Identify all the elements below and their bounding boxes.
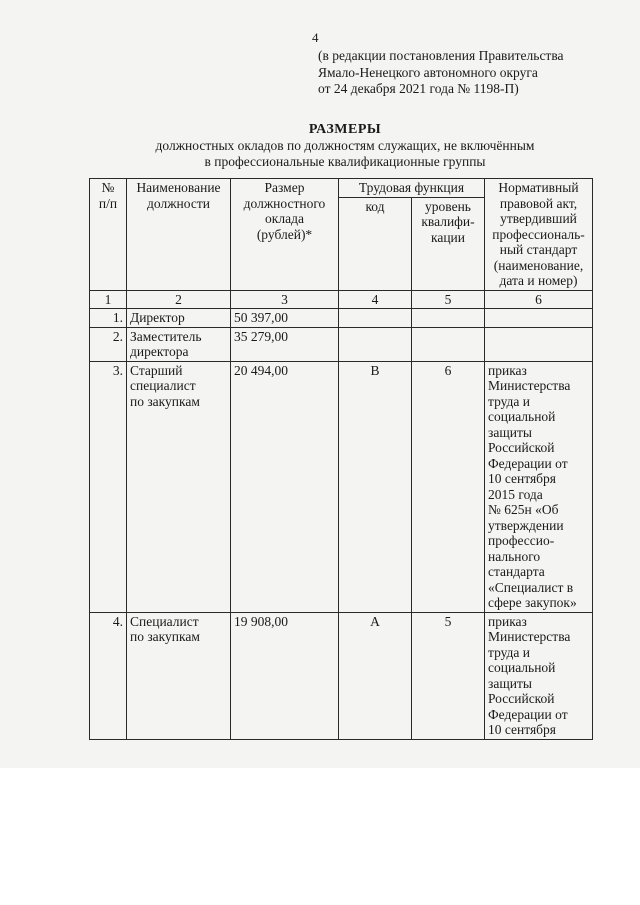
row-num: 2. <box>90 327 127 361</box>
row-level: 5 <box>412 612 485 739</box>
column-number: 4 <box>339 290 412 309</box>
subtitle-line-2: в профессиональные квалификационные группы <box>204 154 486 169</box>
document-title: РАЗМЕРЫ <box>308 122 382 137</box>
row-act <box>485 309 593 328</box>
table-row <box>90 612 593 739</box>
column-number: 3 <box>231 290 339 309</box>
table-row <box>90 327 593 361</box>
header-salary: Размер должностного оклада (рублей)* <box>231 179 339 291</box>
row-salary: 20 494,00 <box>231 361 339 612</box>
row-act <box>485 327 593 361</box>
row-num: 1. <box>90 309 127 328</box>
column-number: 5 <box>412 290 485 309</box>
header-labor-function: Трудовая функция <box>339 179 485 198</box>
document-subtitle <box>0 138 640 170</box>
row-salary: 35 279,00 <box>231 327 339 361</box>
row-num: 4. <box>90 612 127 739</box>
column-numbers-row <box>90 290 593 309</box>
row-num: 3. <box>90 361 127 612</box>
subtitle-line-1: должностных окладов по должностям служащих, не включённым <box>155 138 535 153</box>
row-act: приказ Министерства труда и социальной защиты Российской Федерации от 10 сентября <box>485 612 593 739</box>
page-number: 4 <box>312 30 319 45</box>
header-code: код <box>339 197 412 290</box>
column-number: 1 <box>90 290 127 309</box>
column-number: 6 <box>485 290 593 309</box>
row-name: Старший специалист по закупкам <box>127 361 231 612</box>
row-name: Директор <box>127 309 231 328</box>
table-header-row <box>90 179 593 198</box>
row-name: Специалист по закупкам <box>127 612 231 739</box>
row-code <box>339 327 412 361</box>
salary-table <box>89 178 593 740</box>
header-act: Нормативный правовой акт, утвердивший профессиональ- ный стандарт (наименование, дата и номер) <box>485 179 593 291</box>
row-code: А <box>339 612 412 739</box>
header-name: Наименование должности <box>127 179 231 291</box>
row-salary: 50 397,00 <box>231 309 339 328</box>
table-row <box>90 309 593 328</box>
edition-line-3: от 24 декабря 2021 года № 1198-П) <box>318 81 519 96</box>
row-level <box>412 309 485 328</box>
edition-line-2: Ямало-Ненецкого автономного округа <box>318 64 538 80</box>
row-salary: 19 908,00 <box>231 612 339 739</box>
row-level <box>412 327 485 361</box>
row-code: В <box>339 361 412 612</box>
row-name: Заместитель директора <box>127 327 231 361</box>
row-act: приказ Министерства труда и социальной защиты Российской Федерации от 10 сентября 2015 года № 625н «Об утверждении профессио- нального стандарта «Специалист в сфере закупок» <box>485 361 593 612</box>
table-row <box>90 361 593 612</box>
edition-line-1: (в редакции постановления Правительства <box>318 48 564 63</box>
header-level: уровень квалифи- кации <box>412 197 485 290</box>
edition-note <box>318 48 618 98</box>
row-code <box>339 309 412 328</box>
row-level: 6 <box>412 361 485 612</box>
column-number: 2 <box>127 290 231 309</box>
header-num: № п/п <box>90 179 127 291</box>
